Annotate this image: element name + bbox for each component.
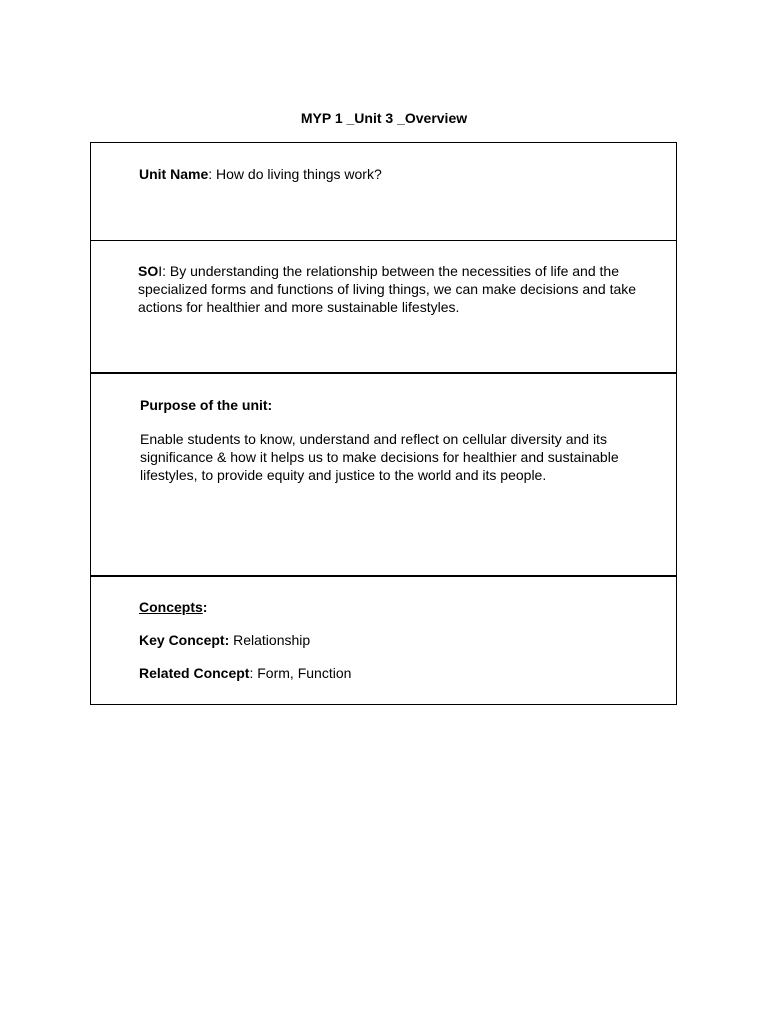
related-concept-value: : Form, Function [249,665,352,681]
purpose-section [91,372,676,575]
related-concept-label: Related Concept [139,665,250,681]
soi-line [138,262,662,316]
soi-label-rest: I [158,263,163,279]
unit-name-label: Unit Name [139,166,209,182]
soi-label: SO [138,263,159,279]
concepts-section [91,575,676,704]
key-concept-value: Relationship [229,632,311,648]
soi-section [91,240,676,372]
soi-separator: : [162,263,170,279]
page-title: MYP 1 _Unit 3 _Overview [300,110,468,126]
unit-name-separator: : [208,166,217,182]
unit-name-line [139,165,676,183]
unit-name-value: How do living things work? [216,166,382,182]
concepts-heading-text: Concepts [139,599,203,615]
soi-value: By understanding the relationship between the necessities of life and the specialized forms and functions of living things, we can make decisions and take actions for healthier and more sustainable lifestyles. [138,263,637,315]
key-concept-label: Key Concept: [139,632,230,648]
concepts-heading [139,598,676,616]
key-concept-line [139,631,676,649]
purpose-heading: Purpose of the unit: [140,397,273,413]
concepts-heading-colon: : [202,599,208,615]
related-concept-line [139,664,676,682]
purpose-body: Enable students to know, understand and reflect on cellular diversity and its significance & how it helps us to make decisions for healthier and sustainable lifestyles, to provide equity and justice to the world and its people. [140,431,619,483]
overview-table [90,142,677,705]
unit-name-section [91,143,676,240]
